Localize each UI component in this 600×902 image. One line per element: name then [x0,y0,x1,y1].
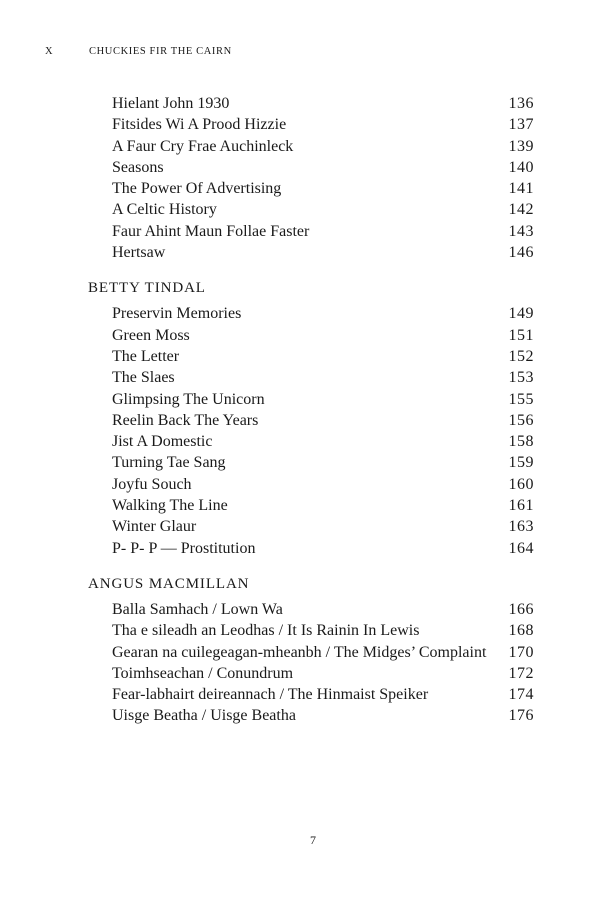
toc-entry-title: Seasons [112,158,164,176]
toc-entry-title: Preservin Memories [112,305,242,323]
toc-entry-page: 146 [508,244,534,262]
toc-entry [112,452,534,473]
toc-entry [112,538,534,559]
running-head-folio: X [45,46,54,57]
toc-entry-page: 152 [508,347,534,365]
running-head [45,46,232,57]
toc-entry-title: Faur Ahint Maun Follae Faster [112,222,310,240]
toc-entry-title: Green Moss [112,326,190,344]
page-number: 7 [310,833,316,847]
toc-entry-title: The Letter [112,347,180,365]
toc-entry-title: Walking The Line [112,497,228,515]
toc-section [88,574,534,727]
toc-entry-title: Turning Tae Sang [112,454,226,472]
toc-entry-title: Balla Samhach / Lown Wa [112,600,283,618]
toc-entry-title: A Celtic History [112,201,217,219]
toc-entry-title: A Faur Cry Frae Auchinleck [112,137,294,155]
toc-entry-title: Gearan na cuilegeagan-mheanbh / The Midges’ Complaint [112,643,487,661]
toc-entry-list [112,93,534,263]
toc-entry-page: 170 [508,643,534,661]
toc-entry [112,642,534,663]
toc-entry-title: Toimhseachan / Conundrum [112,664,294,682]
toc-entry-page: 149 [508,305,534,323]
toc-entry [112,620,534,641]
toc-entry [112,599,534,620]
toc-entry [112,157,534,178]
toc-entry [112,431,534,452]
toc-entry [112,684,534,705]
toc-entry [112,221,534,242]
toc-entry-page: 153 [508,369,534,387]
toc-entry-list [112,599,534,727]
toc-entry-page: 159 [508,454,534,472]
toc-entry [112,705,534,726]
toc-entry-page: 142 [508,201,534,219]
toc-entry-title: Jist A Domestic [112,433,213,451]
toc-entry-title: Tha e sileadh an Leodhas / It Is Rainin In Lewis [112,622,420,640]
toc-entry [112,389,534,410]
toc-entry [112,474,534,495]
toc-entry [112,410,534,431]
toc-entry-page: 151 [508,326,534,344]
toc-entry-page: 176 [508,707,534,725]
toc-entry-page: 163 [508,518,534,536]
toc-entry [112,346,534,367]
toc-entry [112,325,534,346]
toc-entry-page: 172 [508,664,534,682]
toc-entry-title: Joyfu Souch [112,475,192,493]
toc-entry [112,367,534,388]
toc-entry-page: 136 [508,95,534,112]
toc-entry [112,136,534,157]
toc-entry-title: Winter Glaur [112,518,197,536]
toc-entry [112,516,534,537]
toc-entry [112,663,534,684]
toc-section [88,93,534,263]
toc-entry-title: Glimpsing The Unicorn [112,390,265,408]
toc-entry [112,199,534,220]
toc-entry-page: 158 [508,433,534,451]
toc-entry-title: Hertsaw [112,244,166,262]
toc-entry-page: 161 [508,497,534,515]
toc-entry [112,178,534,199]
toc-entry [112,303,534,324]
toc-entry [112,114,534,135]
toc-entry-page: 166 [508,600,534,618]
toc-entry-page: 140 [508,158,534,176]
toc-entry-page: 143 [508,222,534,240]
toc-entry [112,93,534,114]
toc-entry-page: 160 [508,475,534,493]
toc-entry-page: 139 [508,137,534,155]
running-head-title: CHUCKIES FIR THE CAIRN [89,46,232,57]
toc-entry-title: P- P- P — Prostitution [112,539,256,557]
toc-entry-title: Fear-labhairt deireannach / The Hinmaist Speiker [112,686,429,704]
toc-entry-title: The Slaes [112,369,175,387]
toc-entry-page: 141 [508,180,534,198]
toc-section [88,278,534,559]
toc-entry-page: 168 [508,622,534,640]
toc-entry-page: 137 [508,116,534,134]
toc-entry [112,242,534,263]
toc-entry-title: The Power Of Advertising [112,180,282,198]
table-of-contents [88,93,534,727]
toc-entry-title: Fitsides Wi A Prood Hizzie [112,116,287,134]
toc-entry [112,495,534,516]
toc-entry-page: 156 [508,411,534,429]
toc-entry-list [112,303,534,559]
section-heading: ANGUS MACMILLAN [88,575,250,592]
section-heading: BETTY TINDAL [88,280,206,297]
toc-entry-title: Reelin Back The Years [112,411,259,429]
toc-entry-page: 155 [508,390,534,408]
toc-entry-page: 174 [508,686,534,704]
toc-entry-title: Uisge Beatha / Uisge Beatha [112,707,296,725]
toc-entry-title: Hielant John 1930 [112,95,230,112]
toc-entry-page: 164 [508,539,534,557]
